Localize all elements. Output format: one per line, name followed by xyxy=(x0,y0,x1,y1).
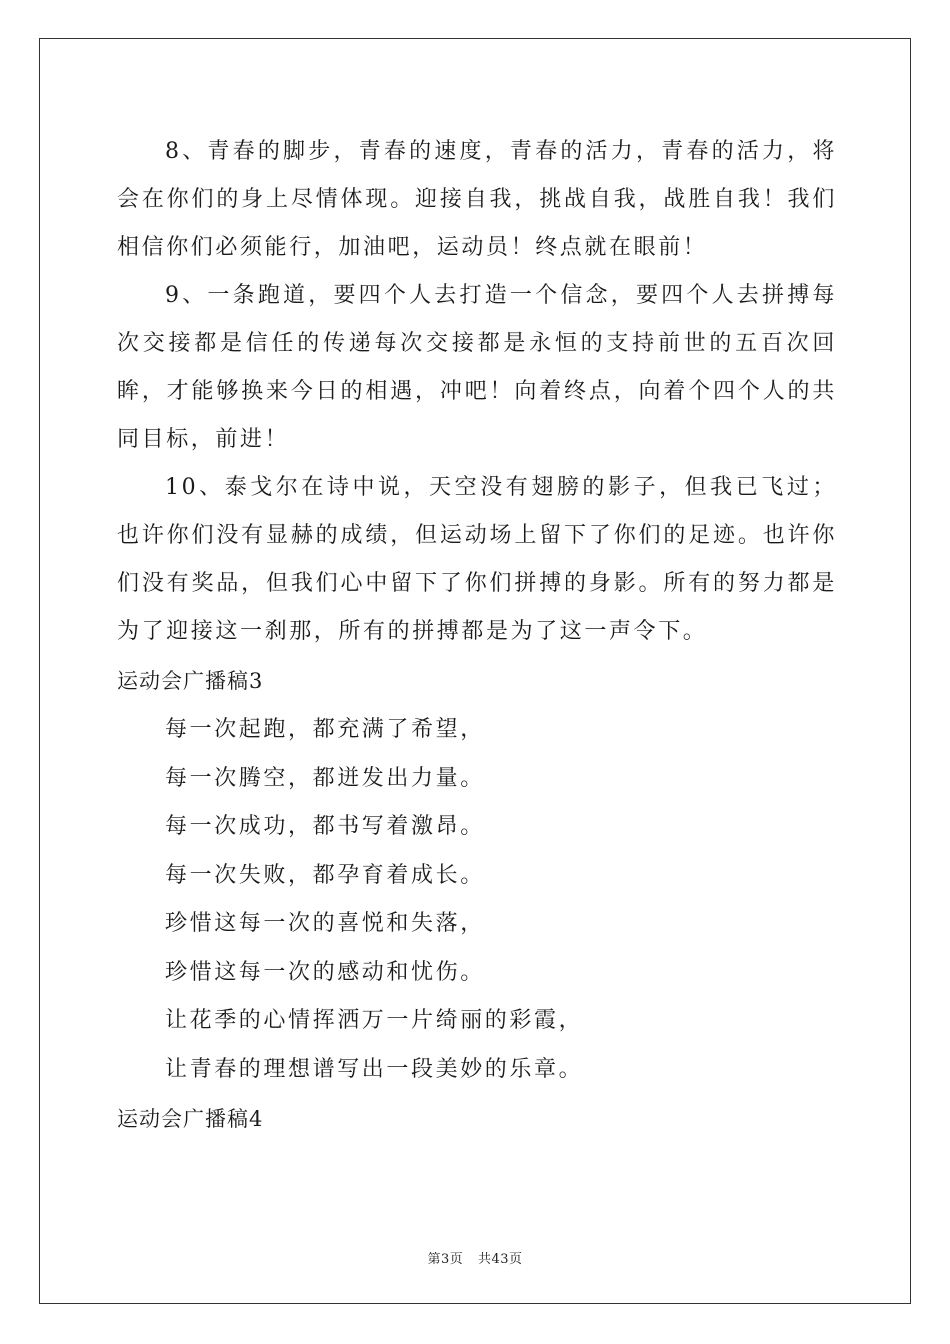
poem-line: 珍惜这每一次的喜悦和失落， xyxy=(165,911,485,936)
poem-line: 每一次起跑，都充满了希望， xyxy=(165,717,485,742)
poem-line: 珍惜这每一次的感动和忧伤。 xyxy=(165,959,485,985)
section-4-title: 运动会广播稿4 xyxy=(117,1107,264,1131)
section-3-title: 运动会广播稿3 xyxy=(117,669,264,693)
page-number: 第3页 xyxy=(427,1252,464,1267)
document-body xyxy=(117,128,837,1144)
poem-line: 让青春的理想谱写出一段美妙的乐章。 xyxy=(165,1056,584,1082)
page-total: 共43页 xyxy=(477,1252,523,1267)
paragraph-8: 8、青春的脚步，青春的速度，青春的活力，青春的活力，将会在你们的身上尽情体现。迎接自我，挑战自我，战胜自我！我们相信你们必须能行，加油吧，运动员！终点就在眼前！ xyxy=(117,139,837,260)
poem-line: 每一次腾空，都迸发出力量。 xyxy=(165,765,485,791)
poem-line: 每一次成功，都书写着激昂。 xyxy=(165,814,485,839)
paragraph-10: 10、泰戈尔在诗中说，天空没有翅膀的影子，但我已飞过；也许你们没有显赫的成绩，但运动场上留下了你们的足迹。也许你们没有奖品，但我们心中留下了你们拼搏的身影。所有的努力都是为了迎接这一刹那，所有的拼搏都是为了这一声令下。 xyxy=(117,475,837,644)
page-footer xyxy=(0,1248,950,1267)
paragraph-9: 9、一条跑道，要四个人去打造一个信念，要四个人去拼搏每次交接都是信任的传递每次交接都是永恒的支持前世的五百次回眸，才能够换来今日的相遇，冲吧！向着终点，向着个四个人的共同目标，前进！ xyxy=(117,283,837,452)
poem-line: 让花季的心情挥洒万一片绮丽的彩霞， xyxy=(165,1008,584,1033)
poem-line: 每一次失败，都孕育着成长。 xyxy=(165,862,485,888)
